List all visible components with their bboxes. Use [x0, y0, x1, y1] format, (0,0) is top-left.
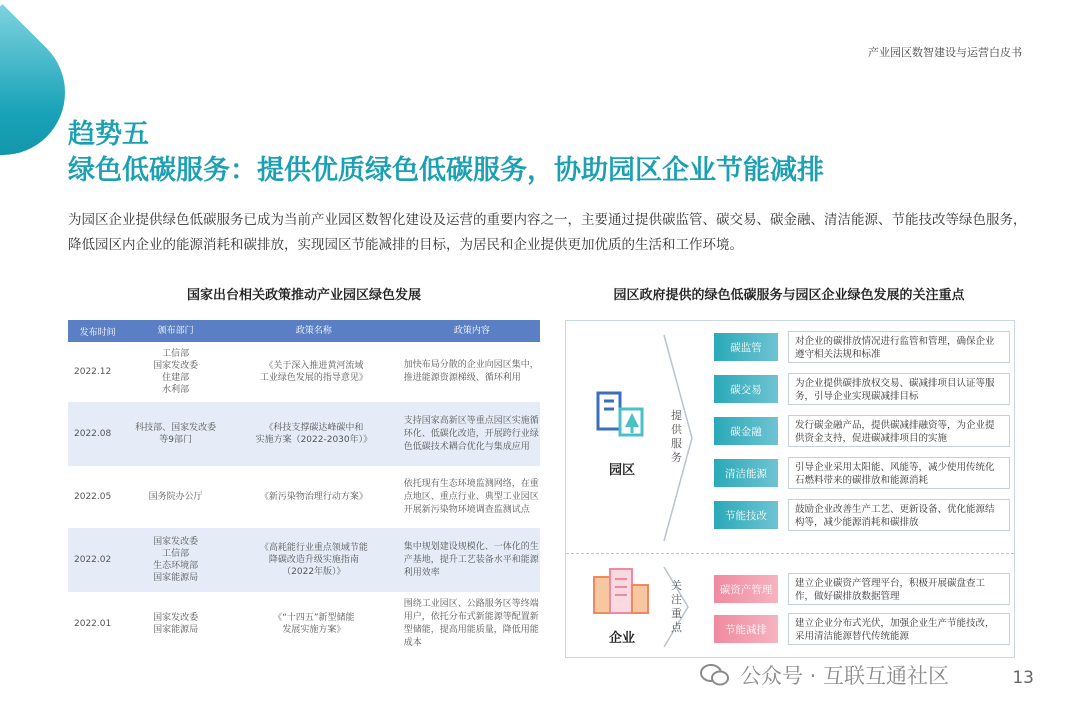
- row-policy-name: 《高耗能行业重点领域节能 降碳改造升级实施指南 （2022年版）》: [259, 543, 368, 577]
- row-policy-content: 集中规划建设规模化、一体化的生产基地，提升工艺装备水平和能源利用效率: [403, 541, 539, 578]
- service-tag: 清洁能源: [714, 459, 778, 487]
- row-date: 2022.01: [74, 619, 112, 629]
- trend-number: 趋势五: [68, 119, 149, 150]
- table-row: [68, 342, 540, 402]
- watermark: [700, 660, 949, 690]
- table-row: [68, 592, 540, 656]
- table-header-row: [68, 320, 540, 342]
- row-dept: 工信部 国家发改委 住建部 水利部: [153, 349, 199, 395]
- service-tag: 碳监管: [714, 333, 778, 361]
- service-desc: 发行碳金融产品，提供碳减排融资等，为企业提供资金支持，促进碳减排项目的实施: [788, 415, 1010, 447]
- table-header-cell: 政策内容: [453, 325, 490, 336]
- page-title: 绿色低碳服务：提供优质绿色低碳服务，协助园区企业节能减排: [68, 155, 824, 186]
- services-diagram-title: 园区政府提供的绿色低碳服务与园区企业绿色发展的关注重点: [613, 288, 965, 303]
- policy-table: [68, 320, 540, 656]
- row-policy-content: 支持国家高新区等重点园区实施循环化、低碳化改造，开展跨行业绿色低碳技术耦合优化与集成应用: [403, 415, 539, 452]
- table-header-cell: 颁布部门: [157, 326, 194, 336]
- services-panel: [565, 320, 1015, 658]
- service-desc: 鼓励企业改善生产工艺、更新设备、优化能源结构等，减少能源消耗和碳排放: [788, 499, 1010, 531]
- row-dept: 国家发改委 工信部 生态环境部 国家能源局: [153, 537, 199, 583]
- table-row: [68, 402, 540, 466]
- policy-table-title: 国家出台相关政策推动产业园区绿色发展: [186, 288, 421, 303]
- park-side-label: 提供服务: [671, 409, 682, 464]
- table-row: [68, 528, 540, 592]
- enterprise-side-label: 关注重点: [671, 579, 682, 634]
- focus-tag: 节能减排: [714, 615, 778, 643]
- focus-desc: 建立企业分布式光伏，加强企业生产节能技改，采用清洁能源替代传统能源: [788, 613, 1010, 645]
- service-tag: 节能技改: [714, 501, 778, 529]
- service-desc: 为企业提供碳排放权交易、碳减排项目认证等服务，引导企业实现碳减排目标: [788, 373, 1010, 405]
- enterprise-label: 企业: [608, 631, 635, 646]
- row-dept: 科技部、国家发改委 等9部门: [135, 423, 217, 445]
- service-tag: 碳金融: [714, 417, 778, 445]
- page-number: 13: [1012, 668, 1034, 688]
- watermark-text: 公众号 · 互联互通社区: [740, 664, 950, 688]
- service-desc: 引导企业采用太阳能、风能等，减少使用传统化石燃料带来的碳排放和能源消耗: [788, 457, 1010, 489]
- wechat-icon: [700, 664, 730, 686]
- enterprise-building-icon: [590, 567, 652, 615]
- row-policy-name: 《关于深入推进黄河流域 工业绿色发展的指导意见》: [259, 361, 368, 383]
- row-date: 2022.08: [74, 429, 112, 439]
- section-divider: [566, 553, 1014, 554]
- focus-desc: 建立企业碳资产管理平台，积极开展碳盘查工作，做好碳排放数据管理: [788, 573, 1010, 605]
- row-dept: 国务院办公厅: [148, 492, 203, 502]
- row-policy-name: 《新污染物治理行动方案》: [259, 492, 368, 502]
- table-row: [68, 466, 540, 528]
- row-dept: 国家发改委 国家能源局: [153, 613, 199, 635]
- focus-tag: 碳资产管理: [714, 575, 778, 603]
- table-header-cell: 发布时间: [79, 327, 116, 338]
- park-label: 园区: [608, 463, 635, 478]
- row-policy-content: 依托现有生态环境监测网络，在重点地区、重点行业、典型工业园区开展新污染物环境调查监测试点: [403, 478, 539, 515]
- row-date: 2022.02: [74, 555, 112, 565]
- row-policy-content: 围绕工业园区、公路服务区等终端用户，依托分布式新能源等配置新型储能，提高用能质量，降低用能成本: [403, 599, 539, 648]
- service-tag: 碳交易: [714, 375, 778, 403]
- table-header-cell: 政策名称: [295, 326, 332, 336]
- row-policy-content: 加快布局分散的企业向园区集中，推进能源资源梯级、循环利用: [403, 360, 539, 383]
- row-date: 2022.05: [74, 492, 112, 502]
- row-date: 2022.12: [74, 367, 112, 377]
- document-title: 产业园区数智建设与运营白皮书: [868, 46, 1022, 59]
- park-building-icon: [594, 387, 650, 443]
- service-desc: 对企业的碳排放情况进行监管和管理，确保企业遵守相关法规和标准: [788, 331, 1010, 363]
- row-policy-name: 《“十四五”新型储能 发展实施方案》: [273, 613, 355, 635]
- intro-paragraph: 为园区企业提供绿色低碳服务已成为当前产业园区数智化建设及运营的重要内容之一，主要通过提供碳监管、碳交易、碳金融、清洁能源、节能技改等绿色服务，降低园区内企业的能源消耗和碳排放，实现园区节能减排的目标，为居民和企业提供更加优质的生活和工作环境。: [68, 212, 1027, 253]
- row-policy-name: 《科技支撑碳达峰碳中和 实施方案（2022-2030年）》: [255, 423, 373, 445]
